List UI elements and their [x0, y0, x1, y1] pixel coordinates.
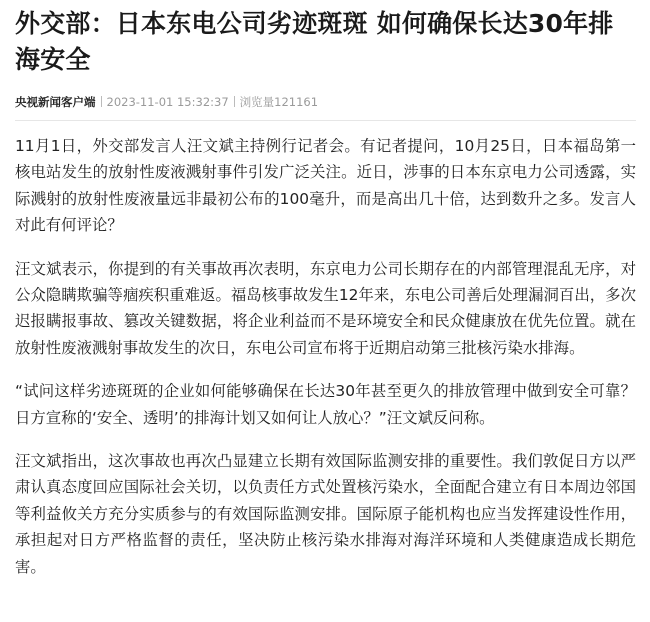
meta-separator: [234, 96, 235, 107]
article-paragraph: 11月1日，外交部发言人汪文斌主持例行记者会。有记者提问，10月25日，日本福岛第一核电站发生的放射性废液溅射事件引发广泛关注。近日，涉事的日本东京电力公司透露，实际溅射的放射性废液量远非最初公布的100毫升，而是高出几十倍，达到数升之多。发言人对此有何评论？: [15, 137, 636, 235]
meta-separator: [101, 96, 102, 107]
article-paragraph: 汪文斌指出，这次事故也再次凸显建立长期有效国际监测安排的重要性。我们敦促日方以严肃认真态度回应国际社会关切，以负责任方式处置核污染水，全面配合建立有日本周边邻国等利益攸关方充分实质参与的有效国际监测安排。国际原子能机构也应当发挥建设性作用，承担起对日方严格监督的责任，坚决防止核污染水排海对海洋环境和人类健康造成长期危害。: [15, 452, 636, 576]
publish-time: 2023-11-01 15:32:37: [106, 95, 229, 109]
source-name[interactable]: 央视新闻客户端: [15, 95, 96, 109]
views-label: 浏览量: [239, 95, 275, 109]
article-body: [15, 133, 636, 580]
article-paragraph: “试问这样劣迹斑斑的企业如何能够确保在长达30年甚至更久的排放管理中做到安全可靠？日方宣称的‘安全、透明’的排海计划又如何让人放心？”汪文斌反问称。: [15, 382, 636, 427]
meta-divider: [15, 120, 636, 121]
article-paragraph: 汪文斌表示，你提到的有关事故再次表明，东京电力公司长期存在的内部管理混乱无序，对公众隐瞒欺骗等痼疾积重难返。福岛核事故发生12年来，东电公司善后处理漏洞百出，多次迟报瞒报事故、篡改关键数据，将企业利益而不是环境安全和民众健康放在优先位置。就在放射性废液溅射事故发生的次日，东电公司宣布将于近期启动第三批核污染水排海。: [15, 259, 636, 357]
article-meta: [15, 92, 636, 112]
views-count: 121161: [274, 95, 319, 109]
article-title: 外交部：日本东电公司劣迹斑斑 如何确保长达30年排海安全: [15, 9, 614, 74]
